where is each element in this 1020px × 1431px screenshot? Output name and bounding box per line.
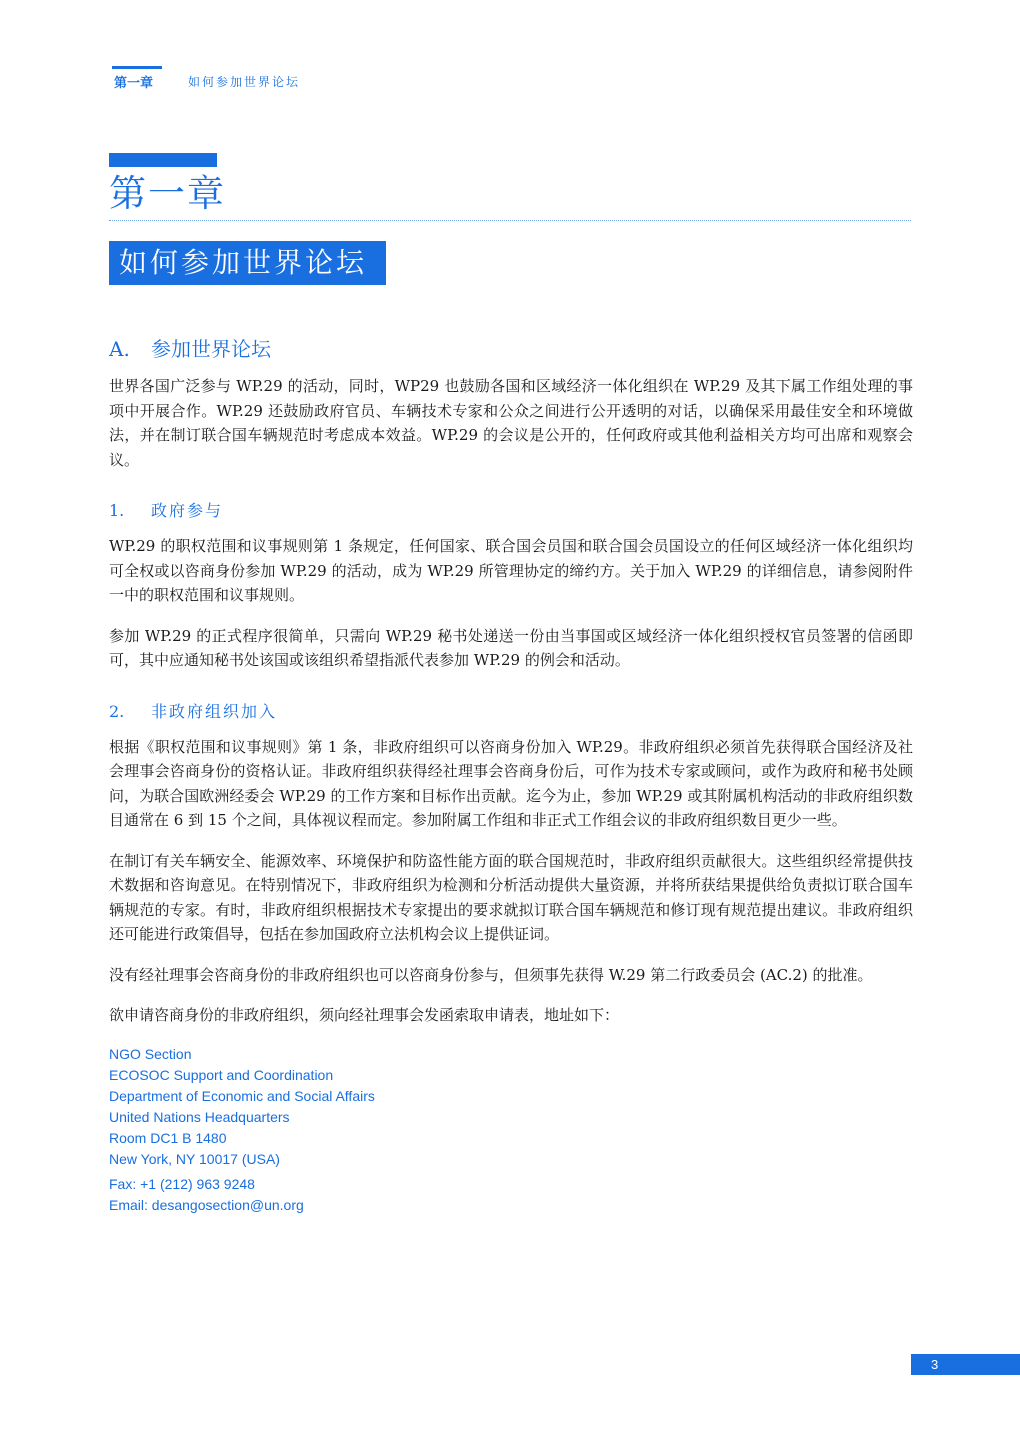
subsection-1-number: 1. <box>109 501 125 520</box>
subsection-2-title: 非政府组织加入 <box>151 701 278 721</box>
subsection-2-paragraph: 没有经社理事会咨商身份的非政府组织也可以咨商身份参与，但须事先获得 W.29 第二行政委员会 (AC.2) 的批准。 <box>109 965 873 984</box>
chapter-label: 第一章 <box>109 172 226 215</box>
section-a-heading <box>109 334 913 364</box>
fax-number: Fax: +1 (212) 963 9248 <box>109 1175 255 1192</box>
subsection-1-paragraph: WP.29 的职权范围和议事规则第 1 条规定，任何国家、联合国会员国和联合国会员国设立的任何区域经济一体化组织均可全权或以咨商身份参加 WP.29 的活动，成为 WP.29 所管理协定的缔约方。关于加入 WP.29 的详细信息，请参阅附件一中的职权范围和议事规则。 <box>109 537 913 604</box>
subsection-2-number: 2. <box>109 701 125 721</box>
email-link[interactable]: Email: desangosection@un.org <box>109 1196 304 1213</box>
section-a-number: A. <box>109 337 130 361</box>
dotted-divider <box>109 220 911 221</box>
address-line: United Nations Headquarters <box>109 1108 290 1125</box>
running-header-title: 如何参加世界论坛 <box>188 75 301 89</box>
section-a-paragraph: 世界各国广泛参与 WP.29 的活动，同时，WP29 也鼓励各国和区域经济一体化组织在 WP.29 及其下属工作组处理的事项中开展合作。WP.29 还鼓励政府官员、车辆技术专家和公众之间进行公开透明的对话，以确保采用最佳安全和环境做法，并在制订联合国车辆规范时考虑成本效益。WP.29 的会议是公开的，任何政府或其他利益相关方均可出席和观察会议。 <box>109 377 913 469</box>
subsection-2-paragraph: 根据《职权范围和议事规则》第 1 条，非政府组织可以咨商身份加入 WP.29。非政府组织必须首先获得联合国经济及社会理事会咨商身份的资格认证。非政府组织获得经社理事会咨商身份后，可作为技术专家或顾问，或作为政府和秘书处顾问，为联合国欧洲经委会 WP.29 的工作方案和目标作出贡献。迄今为止，参加 WP.29 或其附属机构活动的非政府组织数目通常在 6 到 15 个之间，具体视议程而定。参加附属工作组和非正式工作组会议的非政府组织数目更少一些。 <box>109 737 913 829</box>
subsection-1-paragraph: 参加 WP.29 的正式程序很简单，只需向 WP.29 秘书处递送一份由当事国或区域经济一体化组织授权官员签署的信函即可，其中应通知秘书处该国或该组织希望指派代表参加 WP.29 的例会和活动。 <box>109 626 913 669</box>
address-line: NGO Section <box>109 1045 192 1062</box>
address-line: ECOSOC Support and Coordination <box>109 1066 334 1083</box>
address-line: New York, NY 10017 (USA) <box>109 1150 280 1167</box>
subsection-1-title: 政府参与 <box>151 501 224 520</box>
subsection-2-paragraph: 欲申请咨商身份的非政府组织，须向经社理事会发函索取申请表，地址如下： <box>109 1006 620 1024</box>
chapter-accent-bar <box>109 153 217 167</box>
page-number: 3 <box>911 1354 1020 1375</box>
mailing-address <box>109 1044 913 1216</box>
section-a-title: 参加世界论坛 <box>151 337 271 361</box>
address-line: Department of Economic and Social Affairs <box>109 1087 375 1104</box>
subsection-2-heading <box>109 699 913 725</box>
running-header-bar <box>112 66 162 69</box>
main-content <box>109 334 913 1216</box>
subsection-1-heading <box>109 498 913 524</box>
running-header-chapter: 第一章 <box>114 76 154 91</box>
address-line: Room DC1 B 1480 <box>109 1129 227 1146</box>
chapter-title: 如何参加世界论坛 <box>109 241 386 285</box>
subsection-2-paragraph: 在制订有关车辆安全、能源效率、环境保护和防盗性能方面的联合国规范时，非政府组织贡献很大。这些组织经常提供技术数据和咨询意见。在特别情况下，非政府组织为检测和分析活动提供大量资源，并将所获结果提供给负责拟订联合国车辆规范的专家。有时，非政府组织根据技术专家提出的要求就拟订联合国车辆规范和修订现有规范提出建议。非政府组织还可能进行政策倡导，包括在参加国政府立法机构会议上提供证词。 <box>109 851 913 943</box>
